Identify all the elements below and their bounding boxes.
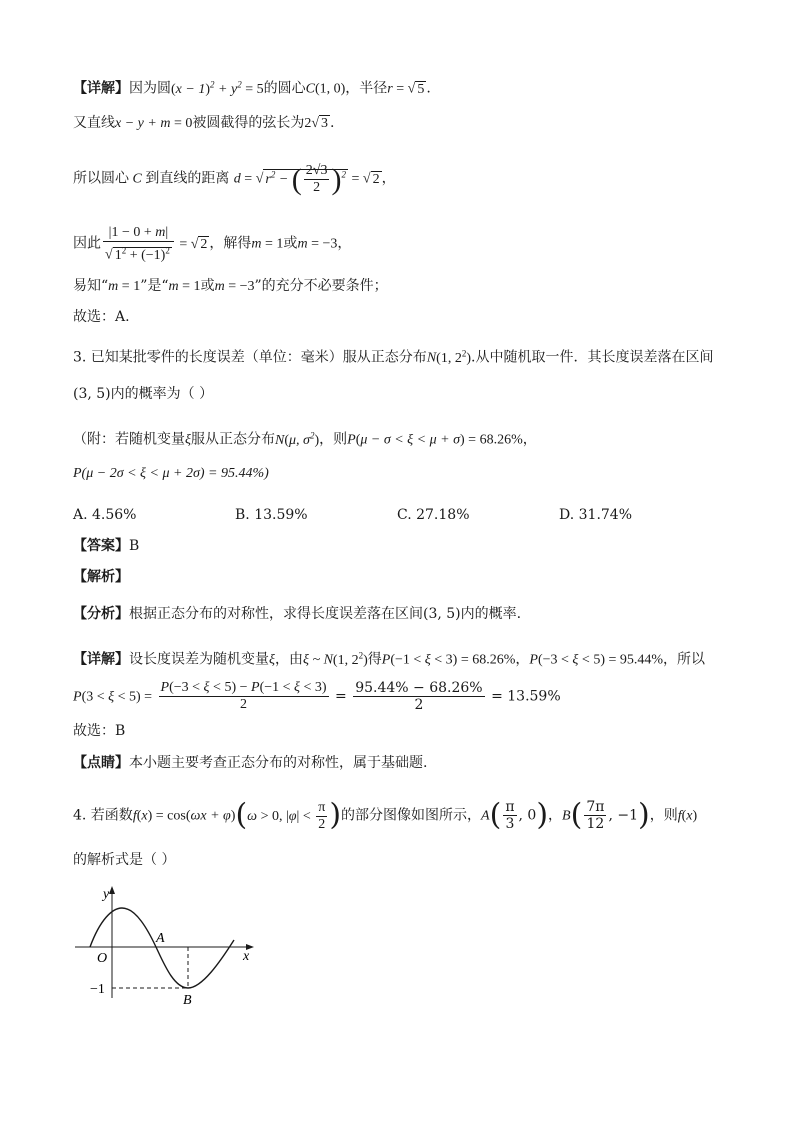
q4-stem-line-1: 4. 若函数f(x) = cos(ωx + φ)(ω > 0, |φ| < $\frac{\pi}{2}$ )的部分图像如图所示，A( $\frac{\pi}{3}$ , 0)，B( $\frac{7\pi}{12}$ , −1)，则f(x) [73, 797, 698, 833]
q2-detail-line-2: 又直线x − y + m = 0被圆截得的弦长为2√ 3 . [73, 115, 335, 131]
detail-tag: 【详解】 [73, 80, 129, 97]
chord-length: 2√ 3 [304, 116, 329, 131]
radius-expr: r = √ 5 [387, 81, 425, 97]
q3-analysis-line: 【分析】根据正态分布的对称性，求得长度误差落在区间(3, 5)内的概率. [73, 606, 522, 622]
q3-note-line-1: （附：若随机变量ξ服从正态分布N(μ, $\sigma^2$)，则P(μ − σ < ξ < μ + σ) = 68.26%， [73, 430, 537, 448]
q3-comment-line: 【点睛】本小题主要考查正态分布的对称性，属于基础题. [73, 755, 428, 771]
q3-option-d: D. 31.74% [559, 507, 633, 523]
q2-detail-line-5: 易知“m = 1”是“m = 1或m = −3”的充分不必要条件； [73, 278, 388, 294]
q3-option-b: B. 13.59% [235, 507, 308, 523]
q4-stem-line-2: 的解析式是（ ） [73, 852, 176, 868]
answer-tag: 【答案】 [73, 538, 129, 554]
q3-answer-line [73, 536, 139, 556]
distance-formula: d = √ $r^2$ − ( $\frac{2√3}{2}$ )$^2$ = √ 2 [233, 162, 380, 196]
q2-detail-line-4: 因此 $\frac{|1 - 0 + m|}{√ 1^2 + (-1)^2}$ = √ 2 ，解得m = 1或m = −3， [73, 225, 352, 263]
graph-label-y: y [103, 887, 110, 902]
circle-equation: $(x - 1)^2 + y^2 = 5$ [171, 79, 264, 97]
q3-stem-line-2: (3, 5)内的概率为（ ） [73, 386, 214, 402]
q3-choose: 故选：B [73, 723, 126, 739]
q3-detail-line-1: 【详解】设长度误差为随机变量ξ，由ξ ~ N(1, $2^2$)得P(−1 < ξ < 3) = 68.26%，P(−3 < ξ < 5) = 95.44%，所以 [73, 650, 706, 668]
q2-detail-line-3: 所以圆心 C 到直线的距离 d = √ $r^2$ − ( $\frac{2√3}{2}$ )$^2$ = √ 2 ， [73, 162, 396, 196]
graph-label-neg1: −1 [90, 982, 105, 997]
q3-options [73, 505, 723, 525]
line-equation: x − y + m = 0 [115, 116, 193, 131]
q3-detail-line-2: P(3 < ξ < 5) = $\frac{P(-3 < \xi < 5) - P(-1 < \xi < 3)}{2}$ = $\frac{95.44\% - 68.26\%}{2}$ = 13.59% [73, 680, 561, 713]
q3-option-a: A. 4.56% [73, 507, 137, 523]
graph-label-x: x [243, 949, 250, 964]
q3-answer-value: B [129, 538, 140, 554]
q2-answer: 故选：A. [73, 309, 130, 325]
graph-label-b: B [183, 993, 192, 1008]
q3-option-c: C. 27.18% [397, 507, 470, 523]
q2-detail-line-1: 【详解】因为圆$(x - 1)^2 + y^2 = 5$的圆心C(1, 0)，半径r = √ 5 . [73, 79, 431, 97]
q3-note-line-2: P(μ − 2σ < ξ < μ + 2σ) = 95.44%) [73, 466, 269, 481]
graph-label-a: A [156, 931, 165, 946]
circle-center: C(1, 0) [305, 81, 346, 97]
q3-stem-line-1: 3. 已知某批零件的长度误差（单位：毫米）服从正态分布N(1, $2^2$).从中随机取一件．其长度误差落在区间 [73, 348, 714, 366]
q4-function-graph [70, 880, 270, 1010]
distance-fraction: $\frac{|1 - 0 + m|}{√ 1^2 + (-1)^2}$ = √ 2 [105, 225, 208, 263]
analysis-tag: 【解析】 [73, 569, 129, 585]
graph-label-origin: O [97, 951, 108, 966]
